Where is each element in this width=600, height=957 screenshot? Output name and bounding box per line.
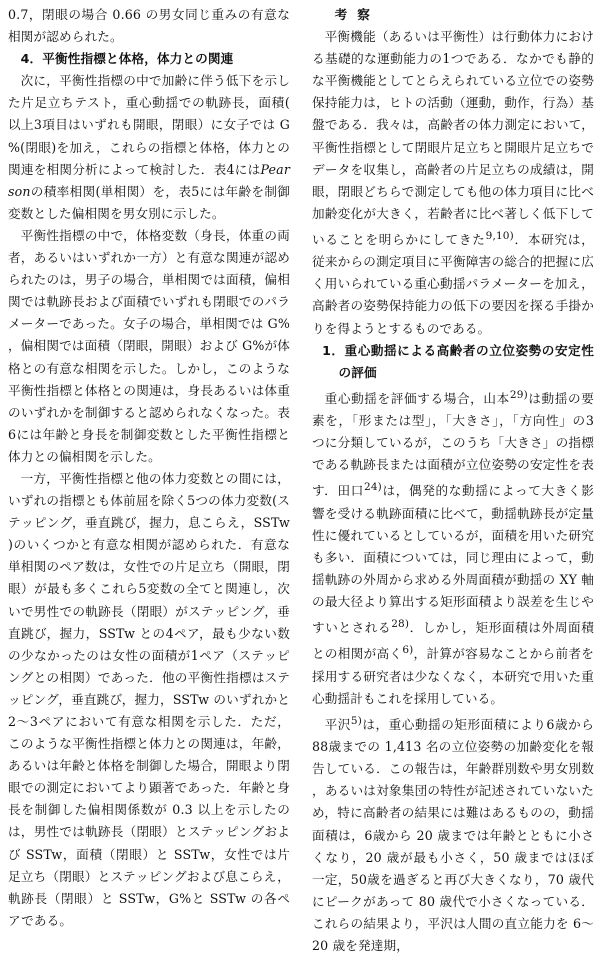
paragraph-correlation-end: 0.7，閉眼の場合 0.66 の男女同じ重みの有意な相関が認められた。: [8, 7, 290, 45]
text: 平衡機能（あるいは平衡性）は行動体力における基礎的な運動能力の1つである．なかでも静的な平衡機能としてとらえられている立位での姿勢保持能力は，ヒトの活動（運動，動作，行為）基盤である．我々は，高齢者の体力測定において，平衡性指標として閉眼片足立ちと開眼片足立ちでデータを収集し，高齢者の片足立ちの成績は，開眼，閉眼どちらで測定しても他の体力項目に比べ加齢変化が大きく，若齢者に比べ著しく低下していることを明らかにしてきた: [312, 29, 594, 248]
text: 平沢: [324, 717, 351, 733]
paragraph-fitness-results: 一方，平衡性指標と他の体力変数との間には，いずれの指標とも体前屈を除く5つの体力変数(ステッピング，垂直跳び，握力，息こらえ，SSTw)のいくつかと有意な相関が認められた．有意な単相関のペア数は，女性での片足立ち（開眼，閉眼）が最も多くこれら5変数の全てと関連し，次いで男性での軌跡長（閉眼）がステッピング，垂直跳び，握力，SSTw との4ペア，最も少ない数の少なかったのは女性の面積が1ペア（ステッピングとの相関）であった．他の平衡性指標はステッピング，垂直跳び，握力，SSTw のいずれかと 2〜3ペアにおいて有意な相関を示した．ただ，このような平衡性指標と体力との関連は，年齢，あるいは年齢と体格を制御した場合，開眼より閉眼での測定においてより顕著であった．年齢と身長を制御した偏相関係数が 0.3 以上を示したのは，男性では軌跡長（閉眼）とステッピングおよび SSTw，面積（閉眼）と SSTw，女性では片足立ち（閉眼）とステッピングおよび息こらえ，軌跡長（閉眼）と SSTw，G%と SSTw の各ペアである。: [8, 470, 290, 928]
citation: 6): [402, 644, 414, 657]
text: の積率相関(単相関）を，表5には年齢を制御変数とした偏相関を男女別に示した。: [8, 183, 290, 221]
left-column: [8, 4, 290, 932]
text: は，偶発的な動揺によって大きく影響を受ける軌跡面積に比べて，動揺軌跡長が定量性に優れているとしているが，面積を用いた研究も多い．面積については，同じ理由によって，動揺軌跡の外周から求める外周面積が動揺の XY 軸の最大径より算出する矩形面積より誤差を生じやすいとされる: [312, 483, 594, 636]
text: は，重心動揺の矩形面積により6歳から88歳までの 1,413 名の立位姿勢の加齢変化を報告している．この報告は，年齢群別数や男女別数，あるいは対象集団の特性が記述されていないため，特に高齢者の結果には難はあるものの，動揺面積は，6歳から 20 歳までは年齢とともに小さくなり，20 歳が最も小さく，50 歳まではほぼ一定，50歳を過ぎると再び大きくなり，70 歳代にピークがあって 80 歳代で小さくなっている．これらの結果より，平沢は人間の直立能力を 6〜20 歳を発達期，: [312, 717, 594, 953]
paragraph-sway-evaluation: [312, 384, 594, 710]
text: ，計算が容易なことから前者を採用する研究者は少なくなく，本研究で用いた重心動揺計もこれを採用している。: [312, 646, 594, 706]
citation: 29): [509, 388, 528, 401]
text: は動揺の要素を，「形または型」，「大きさ」，「方向性」の3つに分類しているが，このうち「大きさ」の指標である軌跡長または面積が立位姿勢の安定性を表す．田口: [312, 390, 595, 499]
paragraph-hirasawa-report: [312, 710, 594, 957]
text: ．しかし，矩形面積は外周面積との相関が高く: [312, 620, 594, 662]
subsection-heading-sway-evaluation: 1．重心動揺による高齢者の立位姿勢の安定性の評価: [322, 342, 594, 380]
citation: 9,10): [485, 229, 514, 242]
right-column: [312, 4, 594, 957]
text: 次に，平衡性指標の中で加齢に伴う低下を示した片足立ちテスト，重心動揺での軌跡長，面積(以上3項目はいずれも開眼，閉眼）に女子では G%(閉眼)を加え，これらの指標と体格，体力との関連を相関分析によって検討した．表4には: [8, 73, 290, 177]
discussion-heading: 考察: [334, 7, 380, 22]
paragraph-analysis-method: [8, 70, 290, 225]
text: 重心動揺を評価する場合，山本: [324, 390, 510, 406]
citation: 5): [350, 714, 362, 727]
paragraph-physique-results: 平衡性指標の中で，体格変数（身長，体重の両者，あるいはいずれか一方）と有意な関連が認められたのは，男子の場合，単相関では面積，偏相関では軌跡長および面積でいずれも閉眼でのパラメーターであった。女子の場合，単相関では G%，偏相関では面積（閉眼，開眼）および G%が体格との有意な相関を示した。しかし，このような平衡性指標と体格との関連は，身長あるいは体重のいずれかを制御すると認められなくなった。表6には年齢と身長を制御変数とした平衡性指標と体力との偏相関を示した。: [8, 227, 290, 464]
paragraph-discussion-intro: [312, 26, 594, 340]
text: ．本研究は，従来からの測定項目に平衡障害の総合的把握に広く用いられている重心動揺パラメーターを加え，高齢者の姿勢保持能力の低下の要因を探る手掛かりを得ようとするものである。: [312, 232, 594, 336]
citation: 24): [364, 481, 382, 494]
citation: 28): [391, 618, 410, 631]
italic-term: Pearson: [8, 161, 290, 199]
section-heading-balance-physique: 4．平衡性指標と体格，体力との関連: [20, 51, 234, 67]
